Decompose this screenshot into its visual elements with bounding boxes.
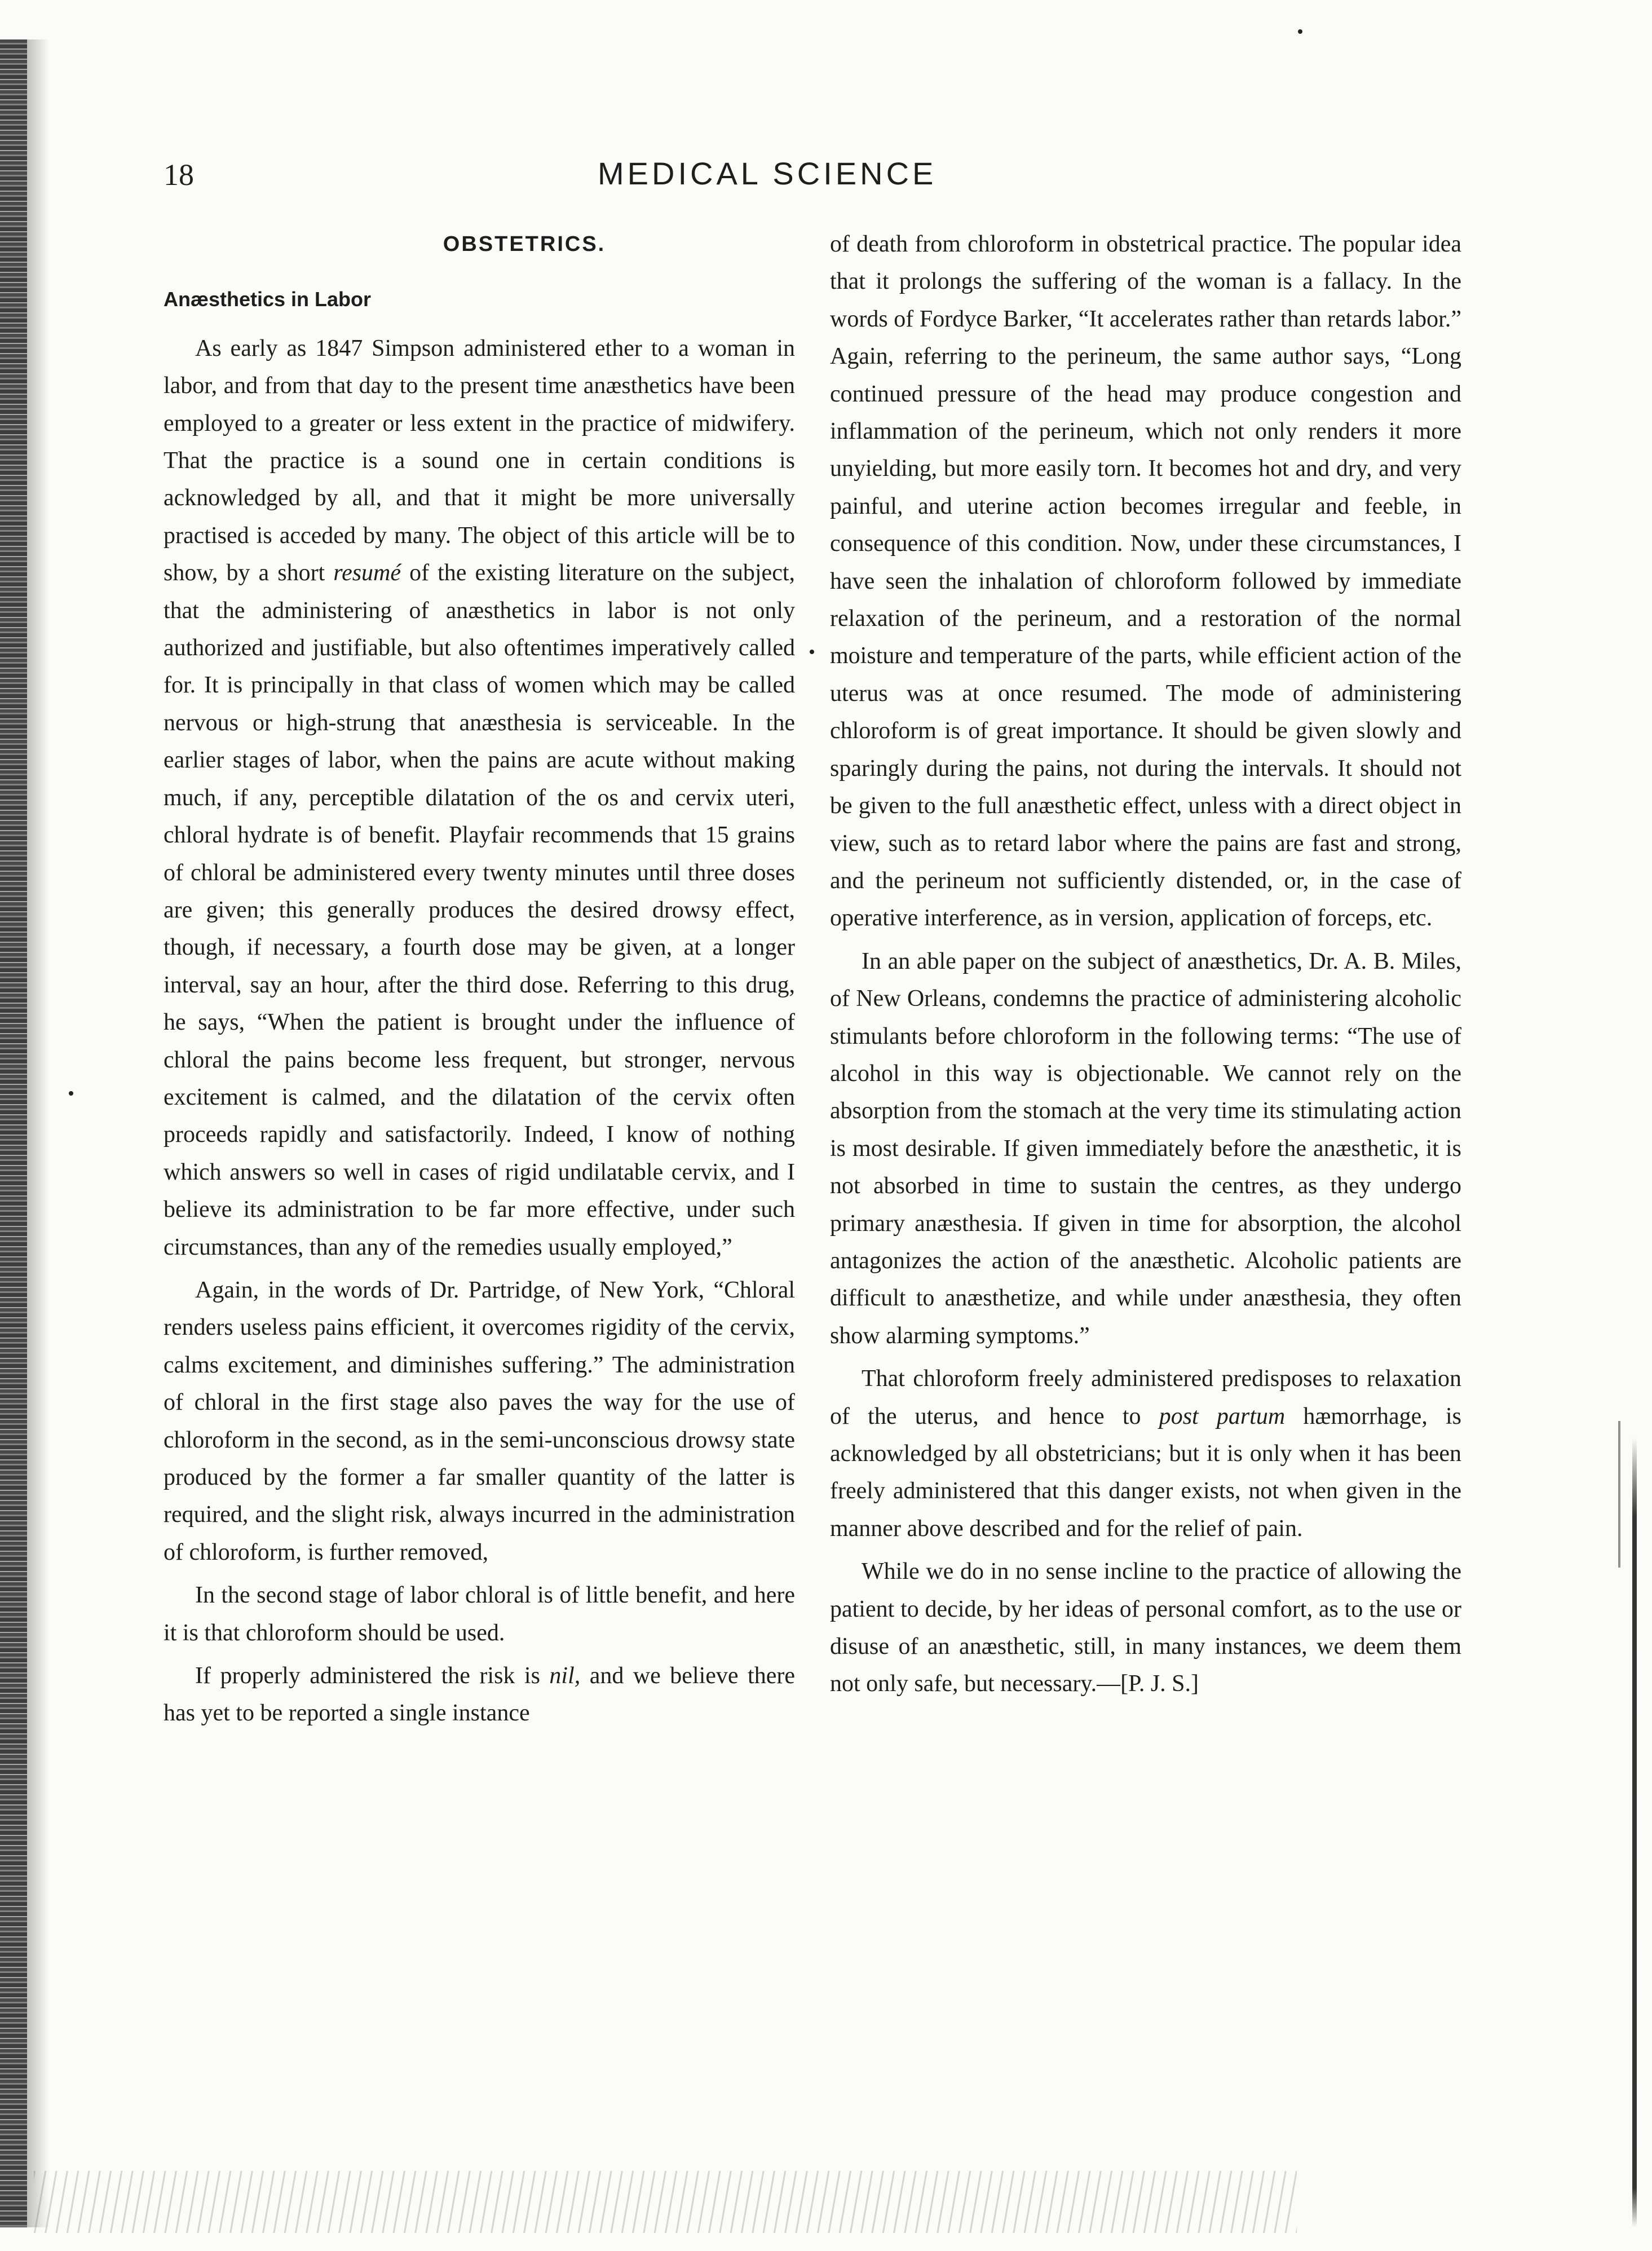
right-column bbox=[830, 226, 1461, 1703]
scan-edge-tick bbox=[1618, 1421, 1620, 1568]
book-spine-shadow bbox=[0, 39, 27, 2227]
paragraph-text: hæmorrhage, is acknowledged by all obstetricians; but it is only when it has been freely administered that this danger exists, not when given in the manner above described and for the relief of pain. bbox=[830, 1403, 1462, 1542]
paragraph: In an able paper on the subject of anæsthetics, Dr. A. B. Miles, of New Orleans, condemns the practice of administering alcoholic stimulants before chloroform in the following terms: “The use of alcohol in this way is objectionable. We cannot rely on the absorption from the stomach at the very time its stimulating action is most desirable. If given immediately before the anæsthetic, it is not absorbed in time to sustain the centres, as they undergo primary anæsthesia. If given in time for absorption, the alcohol antagonizes the action of the anæsthetic. Alcoholic patients are difficult to anæsthetize, and while under anæsthesia, they often show alarming symptoms.” bbox=[830, 948, 1461, 1349]
paragraph bbox=[164, 1657, 795, 1732]
paragraph: of death from chloroform in obstetrical practice. The popular idea that it prolongs the suffering of the woman is a fallacy. In the words of Fordyce Barker, “It accelerates rather than retards labor.” Again, referring to the perineum, the same author says, “Long continued pressure of the head may produce congestion and inflammation of the perineum, which not only renders it more unyielding, but more easily torn. It becomes hot and dry, and very painful, and uterine action becomes irregular and feeble, in consequence of this condition. Now, under these circumstances, I have seen the inhalation of chloroform followed by immediate relaxation of the perineum, and a restoration of the normal moisture and temperature of the parts, while efficient action of the uterus was at once resumed. The mode of administering chloroform is of great importance. It should be given slowly and sparingly during the pains, not during the intervals. It should not be given to the full anæsthetic effect, unless with a direct object in view, such as to retard labor where the pains are fast and strong, and the perineum not sufficiently distended, or, in the case of operative interference, as in version, application of forceps, etc. bbox=[830, 231, 1461, 932]
paragraph-text: That chloroform freely administered predisposes to relaxation of the uterus, and hence to bbox=[830, 1366, 1461, 1429]
section-title: OBSTETRICS. bbox=[443, 232, 606, 256]
scan-edge-right bbox=[1632, 1438, 1637, 2227]
subsection-title: Anæsthetics in Labor bbox=[164, 288, 372, 311]
paragraph-text: of the existing literature on the subject, that the administering of anæsthetics in labor is not only authorized and justifiable, but also oftentimes imperatively called for. It is principally in that class of women which may be called nervous or high-strung that anæsthesia is serviceable. In the earlier stages of labor, when the pains are acute without making much, if any, perceptible dilatation of the os and cervix uteri, chloral hydrate is of benefit. Playfair recommends that 15 grains of chloral be administered every twenty minutes until three doses are given; this generally produces the desired drowsy effect, though, if necessary, a fourth dose may be given, at a longer interval, say an hour, after the third dose. Referring to this drug, he says, “When the patient is brought under the influence of chloral the pains become less frequent, but stronger, nervous excitement is calmed, and the dilatation of the cervix often proceeds rapidly and satisfactorily. Indeed, I know of nothing which answers so well in cases of rigid undilatable cervix, and I believe its administration to be far more effective, under such circumstances, than any of the remedies usually employed,” bbox=[164, 560, 795, 1260]
italic-term: post partum bbox=[1159, 1403, 1286, 1429]
page-number: 18 bbox=[164, 158, 194, 192]
italic-term: nil, bbox=[549, 1663, 581, 1689]
paragraph: While we do in no sense incline to the practice of allowing the patient to decide, by her ideas of personal comfort, as to the use or disuse of an anæsthetic, still, in many instances, we deem them not only safe, but necessary.—[P. J. S.] bbox=[830, 1559, 1461, 1697]
left-column bbox=[164, 226, 795, 1732]
running-head: MEDICAL SCIENCE bbox=[598, 156, 937, 191]
paragraph-text: If properly administered the risk is bbox=[195, 1663, 550, 1689]
scan-speck bbox=[810, 650, 814, 654]
spine-gradient bbox=[27, 39, 50, 2227]
italic-term: resumé bbox=[333, 560, 401, 586]
paragraph-text: and we believe there has yet to be reported a single instance bbox=[164, 1663, 795, 1727]
paragraph bbox=[830, 1360, 1461, 1547]
paragraph: In the second stage of labor chloral is of little benefit, and here it is that chloroform should be used. bbox=[164, 1582, 795, 1646]
scan-speck bbox=[1298, 29, 1302, 34]
paragraph bbox=[164, 330, 795, 1266]
paragraph: Again, in the words of Dr. Partridge, of New York, “Chloral renders useless pains efficient, it overcomes rigidity of the cervix, calms excitement, and diminishes suffering.” The administration of chloral in the first stage also paves the way for the use of chloroform in the second, as in the semi-unconscious drowsy state produced by the former a far smaller quantity of the latter is required, and the slight risk, always incurred in the administration of chloroform, is further removed, bbox=[164, 1277, 795, 1565]
scan-speck bbox=[69, 1091, 73, 1096]
scan-noise-bottom bbox=[34, 2171, 1297, 2233]
paragraph-text: As early as 1847 Simpson administered ether to a woman in labor, and from that day to the present time anæsthetics have been employed to a greater or less extent in the practice of midwifery. That the practice is a sound one in certain conditions is acknowledged by all, and that it might be more universally practised is acceded by many. The object of this article will be to show, by a short bbox=[164, 335, 795, 586]
